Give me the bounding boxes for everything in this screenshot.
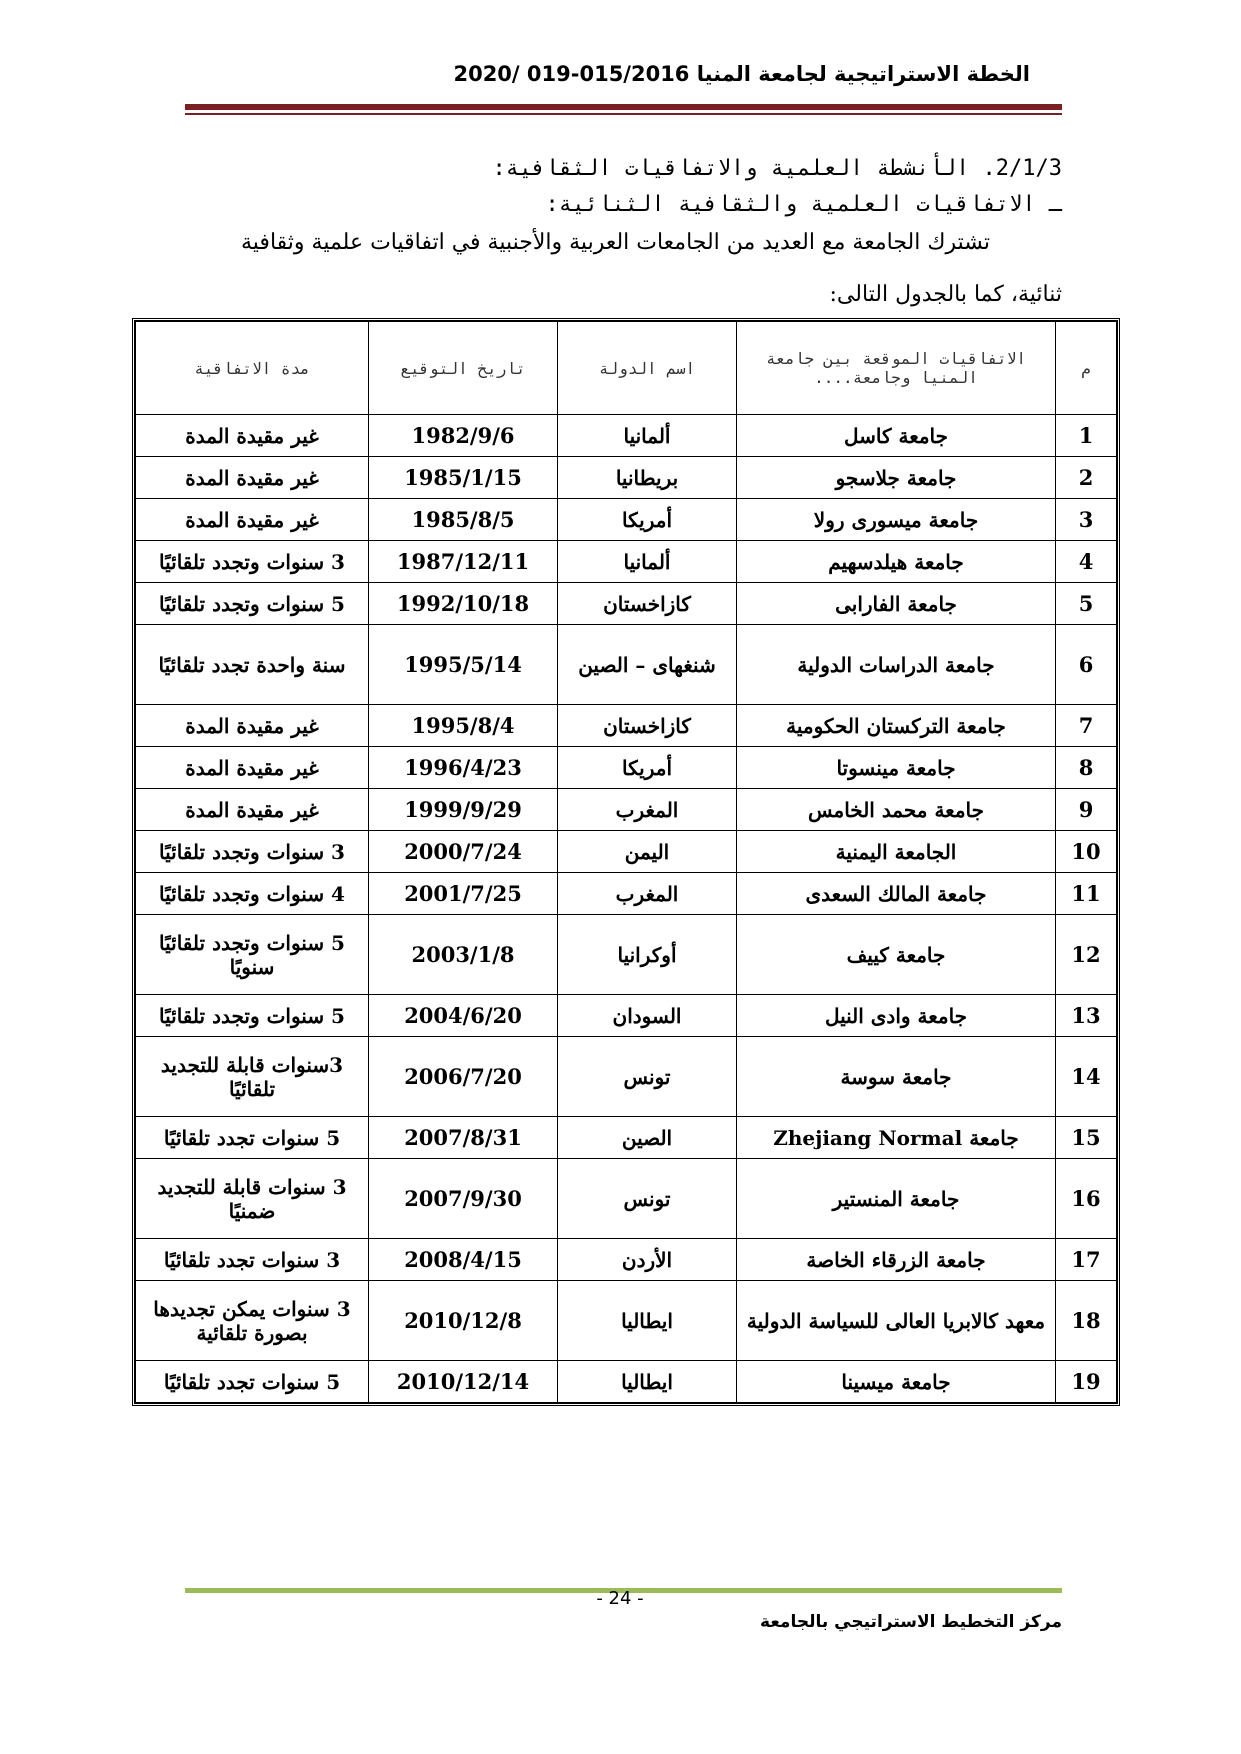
cell-university: جامعة المنستير (737, 1159, 1056, 1239)
cell-date: 1999/9/29 (369, 789, 558, 831)
table-row (136, 625, 1117, 705)
cell-duration: غير مقيدة المدة (136, 415, 369, 457)
table-row (136, 915, 1117, 995)
cell-country: تونس (558, 1159, 737, 1239)
table-row (136, 705, 1117, 747)
cell-university: جامعة وادى النيل (737, 995, 1056, 1037)
cell-num: 19 (1056, 1361, 1117, 1403)
cell-country: اليمن (558, 831, 737, 873)
cell-date: 2004/6/20 (369, 995, 558, 1037)
agreements-table (135, 321, 1117, 1403)
cell-university: جامعة الزرقاء الخاصة (737, 1239, 1056, 1281)
table-row (136, 1361, 1117, 1403)
cell-university: جامعة جلاسجو (737, 457, 1056, 499)
header-university: الاتفاقيات الموقعة بين جامعة المنيا وجامعة.... (737, 322, 1056, 415)
cell-num: 17 (1056, 1239, 1117, 1281)
cell-duration: غير مقيدة المدة (136, 789, 369, 831)
cell-university: معهد كالابريا العالى للسياسة الدولية (737, 1281, 1056, 1361)
cell-duration: 5 سنوات وتجدد تلقائيًا (136, 583, 369, 625)
header-title: الخطة الاستراتيجية لجامعة المنيا 015/2016-019 /2020 (453, 62, 1030, 86)
cell-duration: غير مقيدة المدة (136, 747, 369, 789)
cell-num: 2 (1056, 457, 1117, 499)
cell-date: 2000/7/24 (369, 831, 558, 873)
cell-duration: غير مقيدة المدة (136, 499, 369, 541)
cell-country: كازاخستان (558, 583, 737, 625)
table-row (136, 541, 1117, 583)
cell-num: 18 (1056, 1281, 1117, 1361)
page-number: - 24 - (596, 1588, 644, 1609)
header-country: اسم الدولة (558, 322, 737, 415)
cell-duration: غير مقيدة المدة (136, 457, 369, 499)
cell-university: جامعة المالك السعدى (737, 873, 1056, 915)
cell-country: بريطانيا (558, 457, 737, 499)
cell-country: شنغهاى – الصين (558, 625, 737, 705)
cell-duration: سنة واحدة تجدد تلقائيًا (136, 625, 369, 705)
cell-university: الجامعة اليمنية (737, 831, 1056, 873)
cell-duration: 5 سنوات تجدد تلقائيًا (136, 1117, 369, 1159)
table-row (136, 1239, 1117, 1281)
cell-num: 4 (1056, 541, 1117, 583)
cell-duration: 5 سنوات وتجدد تلقائيًا سنويًا (136, 915, 369, 995)
intro-paragraph-line-1: تشترك الجامعة مع العديد من الجامعات العربية والأجنبية في اتفاقيات علمية وثقافية (241, 230, 990, 255)
header-rule (185, 104, 1062, 110)
cell-duration: غير مقيدة المدة (136, 705, 369, 747)
table-row (136, 1037, 1117, 1117)
cell-duration: 3 سنوات وتجدد تلقائيًا (136, 831, 369, 873)
cell-university: جامعة ميسينا (737, 1361, 1056, 1403)
cell-date: 2006/7/20 (369, 1037, 558, 1117)
cell-date: 2001/7/25 (369, 873, 558, 915)
cell-num: 10 (1056, 831, 1117, 873)
cell-university: جامعة كييف (737, 915, 1056, 995)
cell-duration: 5 سنوات تجدد تلقائيًا (136, 1361, 369, 1403)
table-row (136, 995, 1117, 1037)
cell-country: تونس (558, 1037, 737, 1117)
cell-university: جامعة ميسورى رولا (737, 499, 1056, 541)
cell-date: 2010/12/14 (369, 1361, 558, 1403)
cell-country: ألمانيا (558, 415, 737, 457)
cell-num: 5 (1056, 583, 1117, 625)
table-row (136, 1117, 1117, 1159)
cell-country: السودان (558, 995, 737, 1037)
cell-date: 2003/1/8 (369, 915, 558, 995)
table-row (136, 415, 1117, 457)
cell-duration: 3سنوات قابلة للتجديد تلقائيًا (136, 1037, 369, 1117)
cell-country: ألمانيا (558, 541, 737, 583)
cell-num: 14 (1056, 1037, 1117, 1117)
header-duration: مدة الاتفاقية (136, 322, 369, 415)
cell-duration: 4 سنوات وتجدد تلقائيًا (136, 873, 369, 915)
cell-date: 1982/9/6 (369, 415, 558, 457)
cell-country: المغرب (558, 873, 737, 915)
cell-date: 2007/8/31 (369, 1117, 558, 1159)
cell-university: جامعة محمد الخامس (737, 789, 1056, 831)
cell-date: 1987/12/11 (369, 541, 558, 583)
cell-date: 2010/12/8 (369, 1281, 558, 1361)
table-row (136, 873, 1117, 915)
cell-date: 2008/4/15 (369, 1239, 558, 1281)
cell-duration: 3 سنوات قابلة للتجديد ضمنيًا (136, 1159, 369, 1239)
cell-university: جامعة التركستان الحكومية (737, 705, 1056, 747)
table-row (136, 499, 1117, 541)
cell-university: جامعة هيلدسهيم (737, 541, 1056, 583)
cell-country: الأردن (558, 1239, 737, 1281)
cell-num: 3 (1056, 499, 1117, 541)
cell-date: 1985/1/15 (369, 457, 558, 499)
intro-paragraph-line-2: ثنائية، كما بالجدول التالى: (829, 282, 1062, 307)
table-row (136, 789, 1117, 831)
cell-duration: 3 سنوات يمكن تجديدها بصورة تلقائية (136, 1281, 369, 1361)
table-row (136, 747, 1117, 789)
cell-num: 1 (1056, 415, 1117, 457)
table-row (136, 457, 1117, 499)
cell-country: أمريكا (558, 499, 737, 541)
table-row (136, 1281, 1117, 1361)
cell-date: 2007/9/30 (369, 1159, 558, 1239)
cell-country: المغرب (558, 789, 737, 831)
section-heading: 2/1/3. الأنشطة العلمية والاتفاقيات الثقافية: (492, 156, 1062, 181)
cell-date: 1995/5/14 (369, 625, 558, 705)
cell-num: 7 (1056, 705, 1117, 747)
cell-university: جامعة مينسوتا (737, 747, 1056, 789)
cell-country: ايطاليا (558, 1281, 737, 1361)
cell-country: الصين (558, 1117, 737, 1159)
table-row (136, 831, 1117, 873)
cell-university: جامعة الفارابى (737, 583, 1056, 625)
cell-university: جامعة Zhejiang Normal (737, 1117, 1056, 1159)
cell-num: 12 (1056, 915, 1117, 995)
cell-duration: 3 سنوات تجدد تلقائيًا (136, 1239, 369, 1281)
cell-country: أوكرانيا (558, 915, 737, 995)
cell-duration: 5 سنوات وتجدد تلقائيًا (136, 995, 369, 1037)
cell-num: 9 (1056, 789, 1117, 831)
cell-num: 6 (1056, 625, 1117, 705)
cell-date: 1996/4/23 (369, 747, 558, 789)
cell-country: كازاخستان (558, 705, 737, 747)
section-subheading: ـ الاتفاقيات العلمية والثقافية الثنائية: (545, 192, 1062, 217)
cell-num: 15 (1056, 1117, 1117, 1159)
table-body (136, 415, 1117, 1403)
footer-text: مركز التخطيط الاستراتيجي بالجامعة (760, 1612, 1062, 1632)
cell-date: 1995/8/4 (369, 705, 558, 747)
cell-country: أمريكا (558, 747, 737, 789)
table-row (136, 1159, 1117, 1239)
cell-university: جامعة سوسة (737, 1037, 1056, 1117)
agreements-table-frame (132, 318, 1120, 1406)
cell-num: 13 (1056, 995, 1117, 1037)
cell-university: جامعة الدراسات الدولية (737, 625, 1056, 705)
header-date: تاريخ التوقيع (369, 322, 558, 415)
cell-date: 1992/10/18 (369, 583, 558, 625)
cell-university: جامعة كاسل (737, 415, 1056, 457)
header-rule-thin (185, 113, 1062, 115)
cell-date: 1985/8/5 (369, 499, 558, 541)
header-num: م (1056, 322, 1117, 415)
cell-num: 11 (1056, 873, 1117, 915)
cell-num: 8 (1056, 747, 1117, 789)
cell-num: 16 (1056, 1159, 1117, 1239)
table-row (136, 583, 1117, 625)
cell-country: ايطاليا (558, 1361, 737, 1403)
table-header-row (136, 322, 1117, 415)
cell-duration: 3 سنوات وتجدد تلقائيًا (136, 541, 369, 583)
